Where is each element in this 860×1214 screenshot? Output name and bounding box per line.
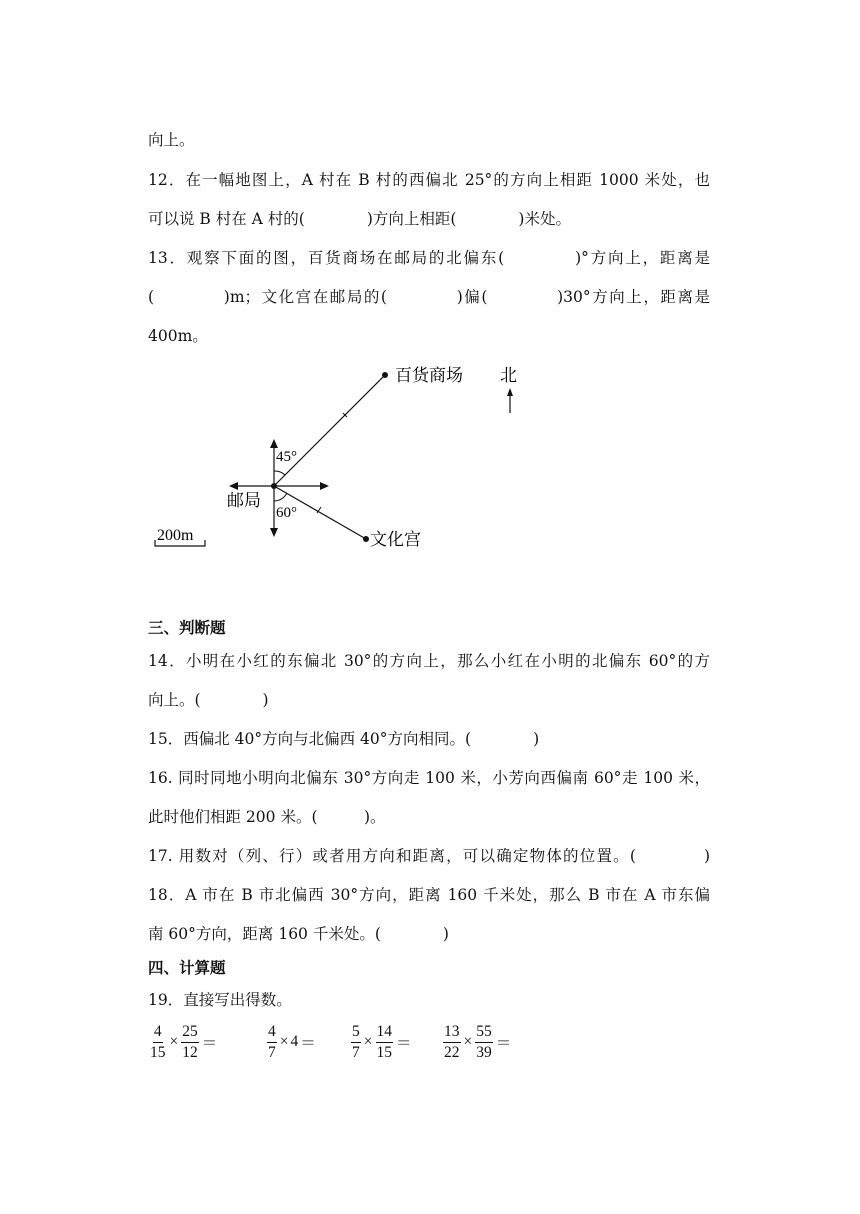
culture-point [363, 536, 369, 542]
section-3-heading: 三、判断题 [148, 619, 226, 637]
angle-45-label: 45° [276, 449, 297, 465]
equals-sign: ＝ [300, 1035, 316, 1052]
q12-line2: 可以说 B 村在 A 村的( )方向上相距( )米处。 [148, 210, 571, 228]
culture-label: 文化宫 [370, 530, 421, 550]
angle-arc-60 [274, 493, 287, 501]
times-sign: × [363, 1033, 373, 1050]
q19-line: 19．直接写出得数。 [148, 991, 292, 1009]
fraction: $\frac{4}{7}$ [268, 1022, 276, 1061]
north-arrowhead [270, 439, 278, 448]
fraction: $\frac{25}{12}$ [182, 1022, 198, 1061]
south-arrowhead [270, 528, 278, 537]
fraction: $\frac{14}{15}$ [376, 1022, 392, 1061]
q13-line1: 13．观察下面的图，百货商场在邮局的北偏东( )°方向上，距离是 [148, 249, 710, 267]
angle-arc-45 [274, 471, 285, 475]
store-point [382, 372, 388, 378]
times-sign: × [463, 1033, 473, 1050]
equals-sign: ＝ [396, 1035, 412, 1052]
north-indicator-arrowhead [507, 388, 513, 396]
post-office-label: 邮局 [227, 491, 261, 511]
q16-line2: 此时他们相距 200 米。( )。 [148, 808, 386, 826]
q15-line: 15．西偏北 40°方向与北偏西 40°方向相同。( ) [148, 730, 540, 748]
times-sign: × [279, 1033, 289, 1050]
section-4-heading: 四、计算题 [148, 959, 226, 977]
store-ray [274, 375, 385, 486]
q11-tail: 向上。 [148, 131, 195, 149]
q14-line1: 14．小明在小红的东偏北 30°的方向上，那么小红在小明的北偏东 60°的方 [148, 652, 710, 670]
calc-expression-4 [442, 1018, 513, 1066]
calc-expression-2 [266, 1018, 318, 1066]
equals-sign: ＝ [495, 1035, 512, 1052]
fraction: $\frac{5}{7}$ [352, 1022, 360, 1061]
west-arrowhead [229, 482, 238, 490]
equals-sign: ＝ [201, 1035, 218, 1052]
direction-diagram [145, 355, 545, 560]
angle-60-label: 60° [276, 505, 297, 521]
post-office-point [271, 483, 277, 489]
east-arrowhead [320, 482, 329, 490]
whole-number: 4 [290, 1033, 299, 1050]
calc-expression-3 [350, 1018, 414, 1066]
q17-line: 17. 用数对（列、行）或者用方向和距离，可以确定物体的位置。( ) [148, 847, 710, 865]
fraction: $\frac{4}{15}$ [150, 1022, 166, 1061]
store-label: 百货商场 [395, 366, 463, 386]
scale-label: 200m [157, 527, 194, 544]
times-sign: × [169, 1033, 179, 1050]
q18-line2: 南 60°方向，距离 160 千米处。( ) [148, 925, 449, 943]
q13-line2: ( )m；文化宫在邮局的( )偏( )30°方向上，距离是 [148, 288, 710, 306]
q14-line2: 向上。( ) [148, 691, 269, 709]
q16-line1: 16. 同时同地小明向北偏东 30°方向走 100 米，小芳向西偏南 60°走 100 米， [148, 769, 710, 787]
fraction: $\frac{55}{39}$ [476, 1022, 492, 1061]
q18-line1: 18．A 市在 B 市北偏西 30°方向，距离 160 千米处，那么 B 市在 A 市东偏 [148, 886, 710, 904]
north-label: 北 [500, 366, 517, 386]
q13-line3: 400m。 [148, 327, 208, 345]
calc-expression-1 [148, 1018, 219, 1066]
fraction: $\frac{13}{22}$ [444, 1022, 460, 1061]
q12-line1: 12．在一幅地图上，A 村在 B 村的西偏北 25°的方向上相距 1000 米处，也 [148, 171, 710, 189]
